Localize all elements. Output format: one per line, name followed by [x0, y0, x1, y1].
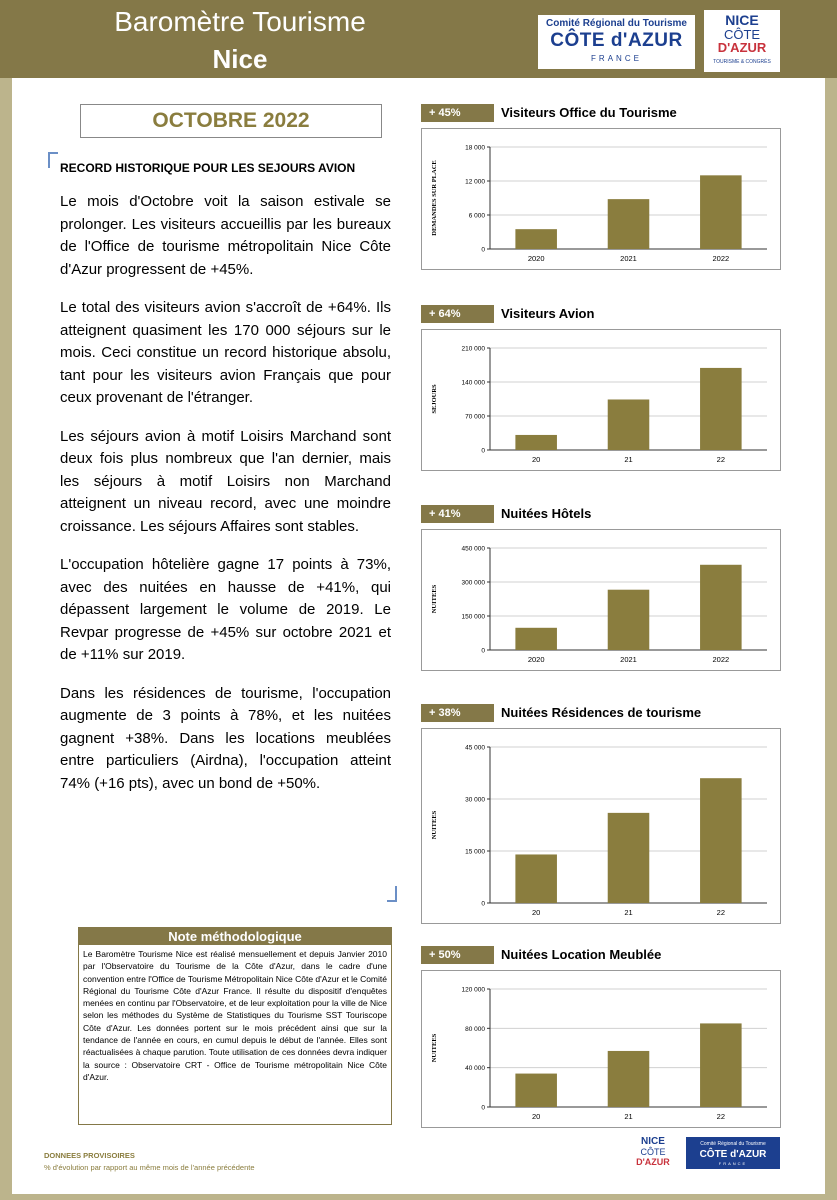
nice-logo-line4: TOURISME & CONGRÈS	[713, 59, 771, 65]
bar	[700, 368, 742, 450]
y-tick-label: 0	[481, 900, 485, 908]
crt-logo-line3: FRANCE	[591, 54, 642, 63]
y-tick-label: 15 000	[465, 848, 485, 856]
x-tick-label: 20	[531, 908, 541, 917]
chart-frame	[421, 970, 781, 1128]
y-tick-label: 120 000	[461, 986, 485, 994]
y-tick-label: 80 000	[465, 1025, 485, 1033]
crt-logo-line2: CÔTE d'AZUR	[550, 30, 683, 51]
left-frame-border	[0, 0, 12, 1200]
x-tick-label: 21	[624, 908, 633, 917]
bar	[608, 813, 650, 903]
y-tick-label: 0	[481, 447, 485, 455]
page-header	[0, 0, 837, 78]
x-tick-label: 2021	[620, 254, 637, 263]
x-tick-label: 2021	[620, 655, 637, 664]
methodology-note-text: Le Baromètre Tourisme Nice est réalisé mensuellement et depuis Janvier 2010 par l'Observatoire du Tourisme de la Côte d'Azur, dans le cadre d'une convention entre l'Office de Tourisme Métropolitain Nice Côte d'Azur et le Comité Régional du Tourisme Côte d'Azur France. Il résulte du dispositif d'enquêtes menées en continu par l'Observatoire, et de leur exploitation pour la ville de Nice selon les méthodes du Système de Statistiques du Tourisme SST Touriscope Côte d'Azur. Les données portent sur le mois précédent ainsi que sur la tendance de l'année en cours, en cumul depuis le début de l'année. Elles sont réactualisées à chaque parution. Toute utilisation de ces données devra indiquer la source : Observatoire CRT - Office de Tourisme métropolitain Nice Côte d'Azur.	[83, 949, 387, 1082]
nice-logo-line2: CÔTE	[723, 27, 761, 42]
bar	[515, 229, 557, 249]
y-tick-label: 210 000	[461, 345, 485, 353]
bottom-frame-border	[0, 1194, 837, 1200]
x-tick-label: 2022	[712, 254, 730, 263]
chart-office-visitors	[422, 129, 782, 271]
y-tick-label: 70 000	[465, 413, 485, 421]
paragraph-1: Le mois d'Octobre voit la saison estivale se prolonger. Les visiteurs accueillis par les bureaux de l'Office de tourisme métropolitain Nice Côte d'Azur progressent de +45%.	[60, 193, 391, 278]
nice-logo	[704, 10, 780, 72]
nice-logo-line1: NICE	[725, 12, 759, 28]
month-title: OCTOBRE 2022	[80, 104, 382, 138]
chart-title: Visiteurs Office du Tourisme	[501, 105, 677, 120]
nice-logo-small-line3: D'AZUR	[636, 1157, 670, 1167]
bar	[608, 199, 650, 249]
y-tick-label: 12 000	[465, 178, 485, 186]
crt-logo	[538, 15, 695, 69]
bar	[608, 590, 650, 650]
chart-hotel-nights	[422, 530, 782, 672]
y-axis-label: SEJOURS	[431, 384, 438, 414]
corner-bracket-top-left	[48, 152, 58, 168]
bar	[515, 628, 557, 650]
chart-badge: + 45%	[421, 104, 494, 122]
y-axis-label: NUITEES	[431, 810, 438, 840]
crt-logo-small-line2: CÔTE d'AZUR	[699, 1149, 767, 1160]
chart-frame	[421, 728, 781, 924]
chart-title: Nuitées Location Meublée	[501, 947, 662, 962]
x-tick-label: 2022	[712, 655, 730, 664]
y-tick-label: 140 000	[461, 379, 485, 387]
x-tick-label: 2020	[527, 655, 545, 664]
y-tick-label: 0	[481, 246, 485, 254]
chart-residence-nights	[422, 729, 782, 925]
chart-badge: + 50%	[421, 946, 494, 964]
bar	[700, 778, 742, 903]
y-tick-label: 30 000	[465, 796, 485, 804]
y-axis-label: NUITEES	[431, 584, 438, 614]
x-tick-label: 22	[716, 908, 726, 917]
crt-logo-line1: Comité Régional du Tourisme	[546, 18, 687, 29]
chart-furnished-rental-nights	[422, 971, 782, 1129]
x-tick-label: 21	[624, 1112, 633, 1121]
nice-logo-line3: D'AZUR	[717, 40, 767, 55]
page-subtitle: Nice	[212, 44, 268, 74]
chart-frame	[421, 329, 781, 471]
nice-logo-small-line2: CÔTE	[640, 1147, 666, 1157]
chart-title: Visiteurs Avion	[501, 306, 595, 321]
paragraph-2: Le total des visiteurs avion s'accroît de +64%. Ils atteignent quasiment les 170 000 séjours sur le mois. Ceci constitue un record historique absolu, tant pour les visiteurs avion Français que pour ceux provenant de l'étranger.	[60, 299, 391, 406]
y-tick-label: 0	[481, 1104, 485, 1112]
y-axis-label: NUITEES	[431, 1033, 438, 1063]
y-tick-label: 6 000	[468, 212, 485, 220]
methodology-note	[78, 927, 392, 1125]
y-tick-label: 18 000	[465, 144, 485, 152]
nice-logo-small	[628, 1136, 678, 1186]
chart-badge: + 41%	[421, 505, 494, 523]
y-tick-label: 450 000	[461, 545, 485, 553]
chart-title: Nuitées Résidences de tourisme	[501, 705, 702, 720]
bar	[515, 1074, 557, 1107]
article-headline: RECORD HISTORIQUE POUR LES SEJOURS AVION	[60, 161, 356, 175]
crt-logo-small-line3: FRANCE	[718, 1161, 748, 1166]
x-tick-label: 21	[624, 455, 633, 464]
corner-bracket-bottom-right	[387, 886, 397, 902]
crt-logo-small	[686, 1137, 780, 1169]
chart-badge: + 64%	[421, 305, 494, 323]
page-title: Baromètre Tourisme	[114, 6, 366, 37]
nice-logo-small-line1: NICE	[641, 1136, 665, 1147]
crt-logo-small-line1: Comité Régional du Tourisme	[700, 1141, 766, 1147]
chart-badge: + 38%	[421, 704, 494, 722]
paragraph-3: Les séjours avion à motif Loisirs Marchand sont deux fois plus nombreux que l'an dernier, mais les séjours à motif Loisirs non Marchand atteignent un niveau record, avec une moindre croissance. Les séjours Affaires sont stables.	[60, 427, 391, 535]
y-axis-label: DEMANDES SUR PLACE	[431, 160, 438, 236]
chart-frame	[421, 128, 781, 270]
y-tick-label: 300 000	[461, 579, 485, 587]
bar	[515, 854, 557, 903]
article-body	[60, 191, 391, 811]
bar	[700, 175, 742, 249]
paragraph-5: Dans les résidences de tourisme, l'occupation augmente de 3 points à 78%, et les nuitées gagnent +38%. Dans les locations meublées entre particuliers (Airdna), l'occupation atteint 74% (+16 pts), avec un bond de +50%.	[60, 684, 391, 792]
y-tick-label: 150 000	[461, 613, 485, 621]
chart-air-visitors	[422, 330, 782, 472]
chart-title: Nuitées Hôtels	[501, 506, 592, 521]
bar	[700, 565, 742, 650]
bar	[608, 1051, 650, 1107]
bar	[608, 399, 650, 450]
y-tick-label: 45 000	[465, 744, 485, 752]
evolution-legend: % d'évolution par rapport au même mois de l'année précédente	[44, 1163, 255, 1172]
methodology-note-title: Note méthodologique	[79, 928, 391, 945]
chart-frame	[421, 529, 781, 671]
x-tick-label: 20	[531, 455, 541, 464]
x-tick-label: 22	[716, 455, 726, 464]
bar	[700, 1023, 742, 1107]
provisional-data-label: DONNEES PROVISOIRES	[44, 1151, 135, 1160]
x-tick-label: 20	[531, 1112, 541, 1121]
x-tick-label: 2020	[527, 254, 545, 263]
y-tick-label: 0	[481, 647, 485, 655]
bar	[515, 435, 557, 450]
paragraph-4: L'occupation hôtelière gagne 17 points à 73%, avec des nuitées en hausse de +41%, qui dépassent largement le volume de 2019. Le Revpar progresse de +45% sur octobre 2021 et de +11% sur 2019.	[60, 556, 391, 663]
y-tick-label: 40 000	[465, 1065, 485, 1073]
x-tick-label: 22	[716, 1112, 726, 1121]
right-frame-border	[825, 0, 837, 1200]
